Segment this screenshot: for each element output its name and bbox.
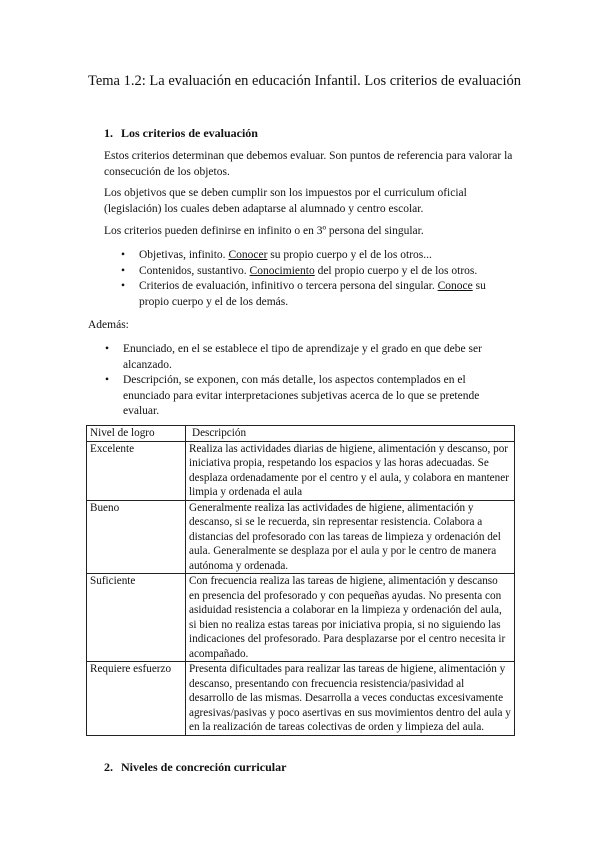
section-title: Los criterios de evaluación bbox=[121, 126, 258, 140]
list-item: • Enunciado, en el se establece el tipo de aprendizaje y el grado en que debe ser alcanzado. bbox=[105, 343, 482, 371]
list-item: • Contenidos, sustantivo. Conocimiento del propio cuerpo y el de los otros. bbox=[119, 264, 511, 280]
level-cell: Suficiente bbox=[87, 574, 186, 662]
bullet-icon: • bbox=[105, 374, 110, 386]
level-cell: Requiere esfuerzo bbox=[87, 662, 186, 736]
section-heading-niveles bbox=[104, 760, 286, 775]
bullet-icon: • bbox=[121, 249, 126, 261]
paragraph: Los objetivos que se deben cumplir son los impuestos por el curriculum oficial (legislación) los cuales deben adaptarse al alumnado y centro escolar. bbox=[104, 187, 467, 215]
table-header-row bbox=[87, 426, 515, 442]
level-cell: Excelente bbox=[87, 441, 186, 500]
list-item: • Criterios de evaluación, infinitivo o tercera persona del singular. Conoce su propio cuerpo y el de los demás. bbox=[121, 280, 486, 308]
level-cell: Bueno bbox=[87, 500, 186, 574]
list-item: • Descripción, se exponen, con más detalle, los aspectos contemplados en el enunciado para evitar interpretaciones subjetivas acerca de lo que se pretende evaluar. bbox=[105, 374, 480, 417]
paragraph: Los criterios pueden definirse en infinito o en 3º persona del singular. bbox=[104, 225, 424, 237]
column-header: Descripción bbox=[186, 426, 515, 442]
underlined-term: Conoce bbox=[437, 280, 473, 292]
description-cell: Con frecuencia realiza las tareas de higiene, alimentación y descanso en presencia del profesorado y con pequeñas ayudas. No presenta con asiduidad resistencia a colaborar en la limpieza y ordenación del aula, si bien no realiza estas tareas por iniciativa propia, si no siguiendo las indicaciones del profesorado. Para desplazarse por el centro necesita ir acompañado. bbox=[186, 574, 515, 662]
paragraph: Estos criterios determinan que debemos evaluar. Son puntos de referencia para valorar la consecución de los objetos. bbox=[104, 150, 513, 178]
section-title: Niveles de concreción curricular bbox=[121, 760, 287, 774]
list-item: • Objetivas, infinito. Conocer su propio cuerpo y el de los otros... bbox=[119, 248, 511, 264]
criteria-bullet-list bbox=[119, 248, 511, 310]
bullet-icon: • bbox=[121, 280, 126, 292]
bullet-icon: • bbox=[121, 264, 126, 277]
table-row bbox=[87, 500, 515, 574]
underlined-term: Conocer bbox=[228, 249, 268, 261]
bullet-icon: • bbox=[105, 343, 110, 355]
section-number: 2. bbox=[104, 760, 113, 774]
column-header: Nivel de logro bbox=[87, 426, 186, 442]
section-heading-criterios bbox=[104, 126, 258, 141]
description-cell: Presenta dificultades para realizar las tareas de higiene, alimentación y descanso, presentando con frecuencia resistencia/pasividad al desarrollo de las mismas. Desarrolla a veces conductas excesivamente agresivas/pasivas y poco asertivas en sus movimientos dentro del aula y en la realización de tareas colectivas de orden y limpieza del aula. bbox=[186, 662, 515, 736]
ademas-label: Además: bbox=[88, 319, 129, 331]
description-cell: Generalmente realiza las actividades de higiene, alimentación y descanso, si se le recuerda, sin representar resistencia. Colabora a distancias del profesorado con las tareas de limpieza y ordenación del aula. Generalmente se desplaza por el aula y por le centro de manera autónoma y ordenada. bbox=[186, 500, 515, 574]
table-row bbox=[87, 441, 515, 500]
table-row bbox=[87, 574, 515, 662]
section-number: 1. bbox=[104, 126, 113, 140]
document-title: Tema 1.2: La evaluación en educación Infantil. Los criterios de evaluación bbox=[88, 73, 521, 89]
table-row bbox=[87, 662, 515, 736]
ademas-bullet-list bbox=[103, 342, 515, 420]
description-cell: Realiza las actividades diarias de higiene, alimentación y descanso, por iniciativa propia, respetando los espacios y las horas adecuadas. Se desplaza ordenadamente por el centro y el aula, y colabora en mantener limpia y ordenada el aula bbox=[186, 441, 515, 500]
achievement-levels-table bbox=[86, 425, 515, 736]
underlined-term: Conocimiento bbox=[249, 264, 315, 277]
